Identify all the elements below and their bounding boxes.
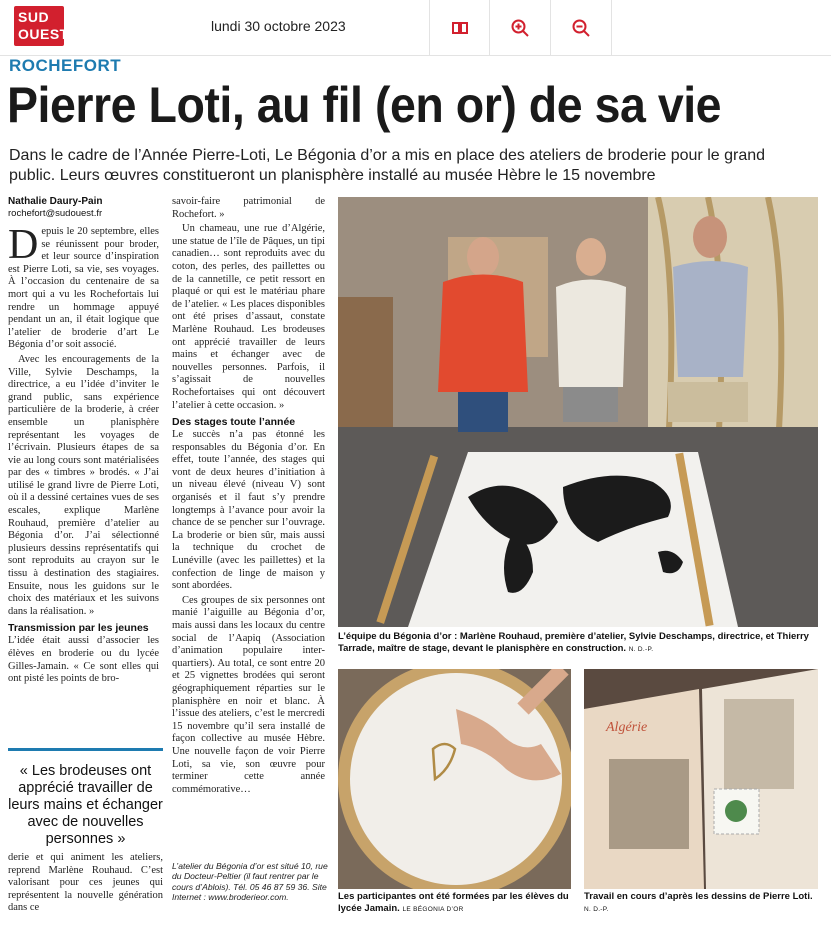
logo-line2: OUEST bbox=[18, 26, 69, 42]
photo-credit: N. D.-P. bbox=[584, 906, 609, 913]
issue-date: lundi 30 octobre 2023 bbox=[211, 18, 346, 34]
paragraph: Le succès n’a pas étonné les responsables du Bégonia d’or. En effet, toute l’année, des stages qui vont de deux heures d’initiation à un niveau élevé (niveau V) sont organisés et il faut s’y prendre longtemps à l’avance pour avoir la chance de se pencher sur l’ouvrage. La broderie or bien sûr, mais aussi la technique du crochet de Lunéville (avec les paillettes) et la confection de linge de maison y sont abordées. bbox=[172, 429, 325, 592]
open-book-image bbox=[584, 669, 818, 889]
team-photo-image bbox=[338, 197, 818, 627]
book-icon bbox=[446, 14, 474, 42]
toolbar-divider bbox=[611, 0, 612, 56]
paragraph: Avec les encouragements de la Ville, Sylvie Deschamps, la directrice, a eu l’idée d’inviter le grand public, sans expérience particulière de la broderie, à créer ensemble un planisphère représentant les voyages de l’écrivain. Plusieurs étapes de sa vie au long cours sont matérialisées par des « timbres » brodés. « J’ai utilisé le grand livre de Pierre Loti, où il a dessiné certaines vues de ses escales, explique Marlène Rouhaud, première d’atelier au Bégonia d’or. J’ai sélectionné plusieurs dessins représentatifs qui sont reproduits au crayon sur le tissu à destination des stagiaires. Ensuite, nous les guidons sur le choix des matériaux et les suivons dans la réalisation. » bbox=[8, 353, 159, 617]
top-bar bbox=[0, 0, 831, 56]
caption-text: Travail en cours d’après les dessins de Pierre Loti. bbox=[584, 891, 813, 902]
photo-credit: N. D.-P. bbox=[628, 646, 654, 653]
paragraph: savoir-faire patrimonial de Rochefort. » bbox=[172, 196, 325, 220]
article-lead: Dans le cadre de l’Année Pierre-Loti, Le Bégonia d’or a mis en place des ateliers de broderie pour le grand public. Leurs œuvres constitueront un planisphère installé au musée Hèbre le 15 novembre bbox=[9, 147, 766, 184]
paragraph: derie et qui animent les ateliers, reprend Marlène Rouhaud. C’est valorisant pour ces jeunes qui représentent la nouvelle génération dans ce bbox=[8, 852, 163, 914]
column-1-end bbox=[8, 852, 163, 917]
left-photo-caption bbox=[338, 891, 578, 916]
zoom-in-button[interactable] bbox=[506, 14, 534, 42]
zoom-out-button[interactable] bbox=[567, 14, 595, 42]
sud-ouest-logo[interactable] bbox=[14, 6, 69, 46]
main-photo[interactable] bbox=[338, 197, 818, 627]
dropcap: D bbox=[8, 222, 39, 268]
toolbar-divider bbox=[489, 0, 490, 56]
caption-text: L’équipe du Bégonia d’or : Marlène Rouhaud, première d’atelier, Sylvie Deschamps, directrice, et Thierry Tarrade, maître de stage, devant le planisphère en construction. bbox=[338, 631, 809, 654]
author-name: Nathalie Daury-Pain bbox=[8, 196, 103, 207]
book-photo[interactable] bbox=[584, 669, 818, 889]
paragraph: Un chameau, une rue d’Algérie, une statue de l’île de Pâques, un tipi canadien… sont reproduits avec du coton, des perles, des paillettes ou de la cannetille, ce petit ressort en plaqué or qui est le matériau phare de l’atelier. « Les places disponibles ont été prises d’assaut, constate Marlène Rouhaud. Les brodeuses ont apprécié travailler de leurs mains et échanger avec de nouvelles personnes. Parfois, il s’agissait de nouvelles Rochefortaises qui ont découvert l’atelier à cette occasion. » bbox=[172, 223, 325, 411]
article-title: Pierre Loti, au fil (en or) de sa vie bbox=[7, 77, 722, 133]
photo-credit: LE BÉGONIA D’OR bbox=[402, 906, 464, 913]
toolbar-divider bbox=[550, 0, 551, 56]
embroidery-hoop-image bbox=[338, 669, 571, 889]
section-label: ROCHEFORT bbox=[9, 56, 122, 75]
logo-line1: SUD bbox=[18, 9, 50, 25]
paragraph: L’idée était aussi d’associer les élèves en broderie ou du lycée Gilles-Jamain. « Ce sont elles qui ont pisté les points de bro- bbox=[8, 635, 159, 685]
toolbar-divider bbox=[429, 0, 430, 56]
paragraph: Ces groupes de six personnes ont manié l’aiguille au Bégonia d’or, mais aussi dans les locaux du centre social de l’Aapiq (Association d’animation populaire inter-quartiers). Au total, ce sont entre 20 et 25 vignettes brodées qui seront géographiquement réparties sur le planisphère en noir et blanc. À l’issue des ateliers, c’est le mercredi 15 novembre qu’il sera installé de façon collective au musée Hèbre. Une nouvelle façon de voir Pierre Loti, sa vie, son œuvre pour terminer cette année commémorative… bbox=[172, 594, 325, 795]
author-email: rochefort@sudouest.fr bbox=[8, 208, 103, 219]
byline bbox=[8, 196, 102, 220]
subheading: Des stages toute l’année bbox=[172, 416, 296, 429]
book-label: Algérie bbox=[606, 720, 648, 735]
paragraph: epuis le 20 septembre, elles se réunissent pour broder, et leur source d’inspiration est Pierre Loti, sa vie, ses voyages. À l’occasion du centenaire de sa mort qui a vu les Rochefortais lui rendre un hommage appuyé pendant un an, il était logique que l’atelier de broderie d’art Le Bégonia d’or soit associé. bbox=[8, 226, 159, 351]
zoom-out-icon bbox=[567, 14, 595, 42]
right-photo-caption bbox=[584, 891, 818, 916]
book-view-button[interactable] bbox=[446, 14, 474, 42]
info-box: L’atelier du Bégonia d’or est situé 10, rue du Docteur-Peltier (il faut rentrer par le cours d’Ablois). Tél. 05 46 87 59 36. Site Internet : www.broderieor.com. bbox=[172, 861, 328, 903]
pull-quote: « Les brodeuses ont apprécié travailler de leurs mains et échanger avec de nouvelles personnes » bbox=[8, 748, 163, 848]
subheading: Transmission par les jeunes bbox=[8, 622, 149, 635]
caption-text: Les participantes ont été formées par les élèves du lycée Jamain. bbox=[338, 891, 569, 914]
embroidery-photo[interactable] bbox=[338, 669, 571, 889]
zoom-in-icon bbox=[506, 14, 534, 42]
column-1 bbox=[8, 222, 159, 688]
column-2 bbox=[172, 196, 325, 798]
main-photo-caption bbox=[338, 631, 818, 656]
